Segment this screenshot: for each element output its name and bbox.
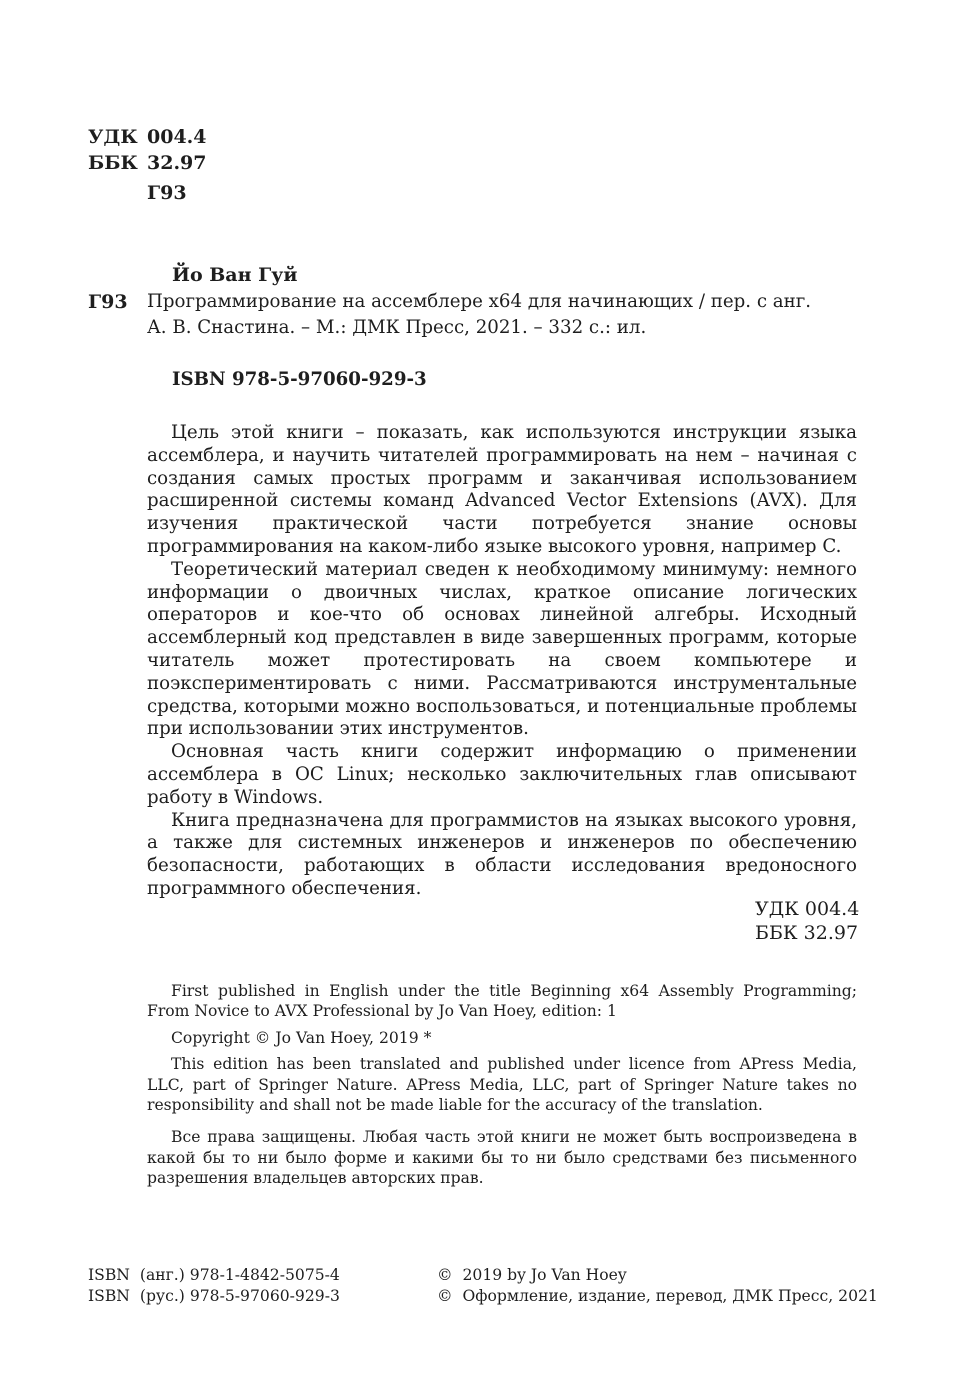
classification-block [88, 124, 207, 206]
bbk-label: ББК [88, 152, 138, 174]
isbn-russian: ISBN (рус.) 978-5-97060-929-3 [88, 1286, 340, 1305]
bibliography-mark: Г93 [88, 291, 128, 313]
annotation-paragraph-1: Цель этой книги – показать, как используются инструкции языка ассемблера, и научить читателей программировать на нем – начиная с создания самых простых программ и заканчивая использованием расширенной системы команд Advanced Vector Extensions (AVX). Для изучения практической части потребуется знание основы программирования на каком-либо языке высокого уровня, например C. [147, 422, 857, 557]
description-line-1: Программирование на ассемблере x64 для начинающих / пер. с анг. [147, 291, 812, 312]
bbk-value: 32.97 [147, 152, 207, 174]
bbk-row [88, 150, 207, 176]
isbn-main: ISBN 978-5-97060-929-3 [172, 369, 427, 390]
bibliography-description [147, 289, 859, 341]
first-published-note: First published in English under the title Beginning x64 Assembly Programming; From Novice to AVX Professional by Jo Van Hoey, edition: 1 [147, 982, 857, 1021]
footer-isbn-block [88, 1265, 340, 1306]
legal-notices [147, 981, 857, 1189]
author-mark-row [88, 180, 207, 206]
rights-reserved-note: Все права защищены. Любая часть этой книги не может быть воспроизведена в какой бы то ни было форме и какими бы то ни было средствами без письменного разрешения владельцев авторских прав. [147, 1128, 857, 1188]
annotation-paragraph-3: Основная часть книги содержит информацию о применении ассемблера в ОС Linux; несколько заключительных глав описывают работу в Windows. [147, 741, 857, 808]
author-mark: Г93 [147, 182, 187, 204]
udk-row [88, 124, 207, 150]
book-author: Йо Ван Гуй [172, 264, 298, 286]
udk-repeat: УДК 004.4 [755, 898, 860, 920]
copyright-note: Copyright © Jo Van Hoey, 2019 * [171, 1028, 432, 1047]
annotation-paragraph-2: Теоретический материал сведен к необходимому минимуму: немного информации о двоичных числах, краткое описание логических операторов и кое-что об основах линейной алгебры. Исходный ассемблерный код представлен в виде завершенных программ, которые читатель может протестировать на своем компьютере и поэкспериментировать с ними. Рассматриваются инструментальные средства, которыми можно воспользоваться, и потенциальные проблемы при использовании этих инструментов. [147, 558, 857, 740]
isbn-english: ISBN (анг.) 978-1-4842-5075-4 [88, 1266, 340, 1284]
udk-label: УДК [88, 126, 138, 148]
copyright-author: © 2019 by Jo Van Hoey [437, 1266, 627, 1284]
licence-note: This edition has been translated and published under licence from APress Media, LLC, part of Springer Nature. APress Media, LLC, part of Springer Nature takes no responsibility and shall not be made liable for the accuracy of the translation. [147, 1055, 857, 1115]
classification-repeat [755, 897, 859, 945]
description-line-2: А. В. Снастина. – М.: ДМК Пресс, 2021. – 332 с.: ил. [147, 317, 647, 338]
footer-copyright-block [437, 1265, 878, 1306]
udk-value: 004.4 [147, 126, 207, 148]
bbk-repeat: ББК 32.97 [755, 922, 859, 944]
annotation [147, 422, 857, 901]
copyright-publisher: © Оформление, издание, перевод, ДМК Пресс, 2021 [437, 1286, 878, 1305]
annotation-paragraph-4: Книга предназначена для программистов на языках высокого уровня, а также для системных инженеров и инженеров по обеспечению безопасности, работающих в области исследования вредоносного программного обеспечения. [147, 809, 857, 899]
